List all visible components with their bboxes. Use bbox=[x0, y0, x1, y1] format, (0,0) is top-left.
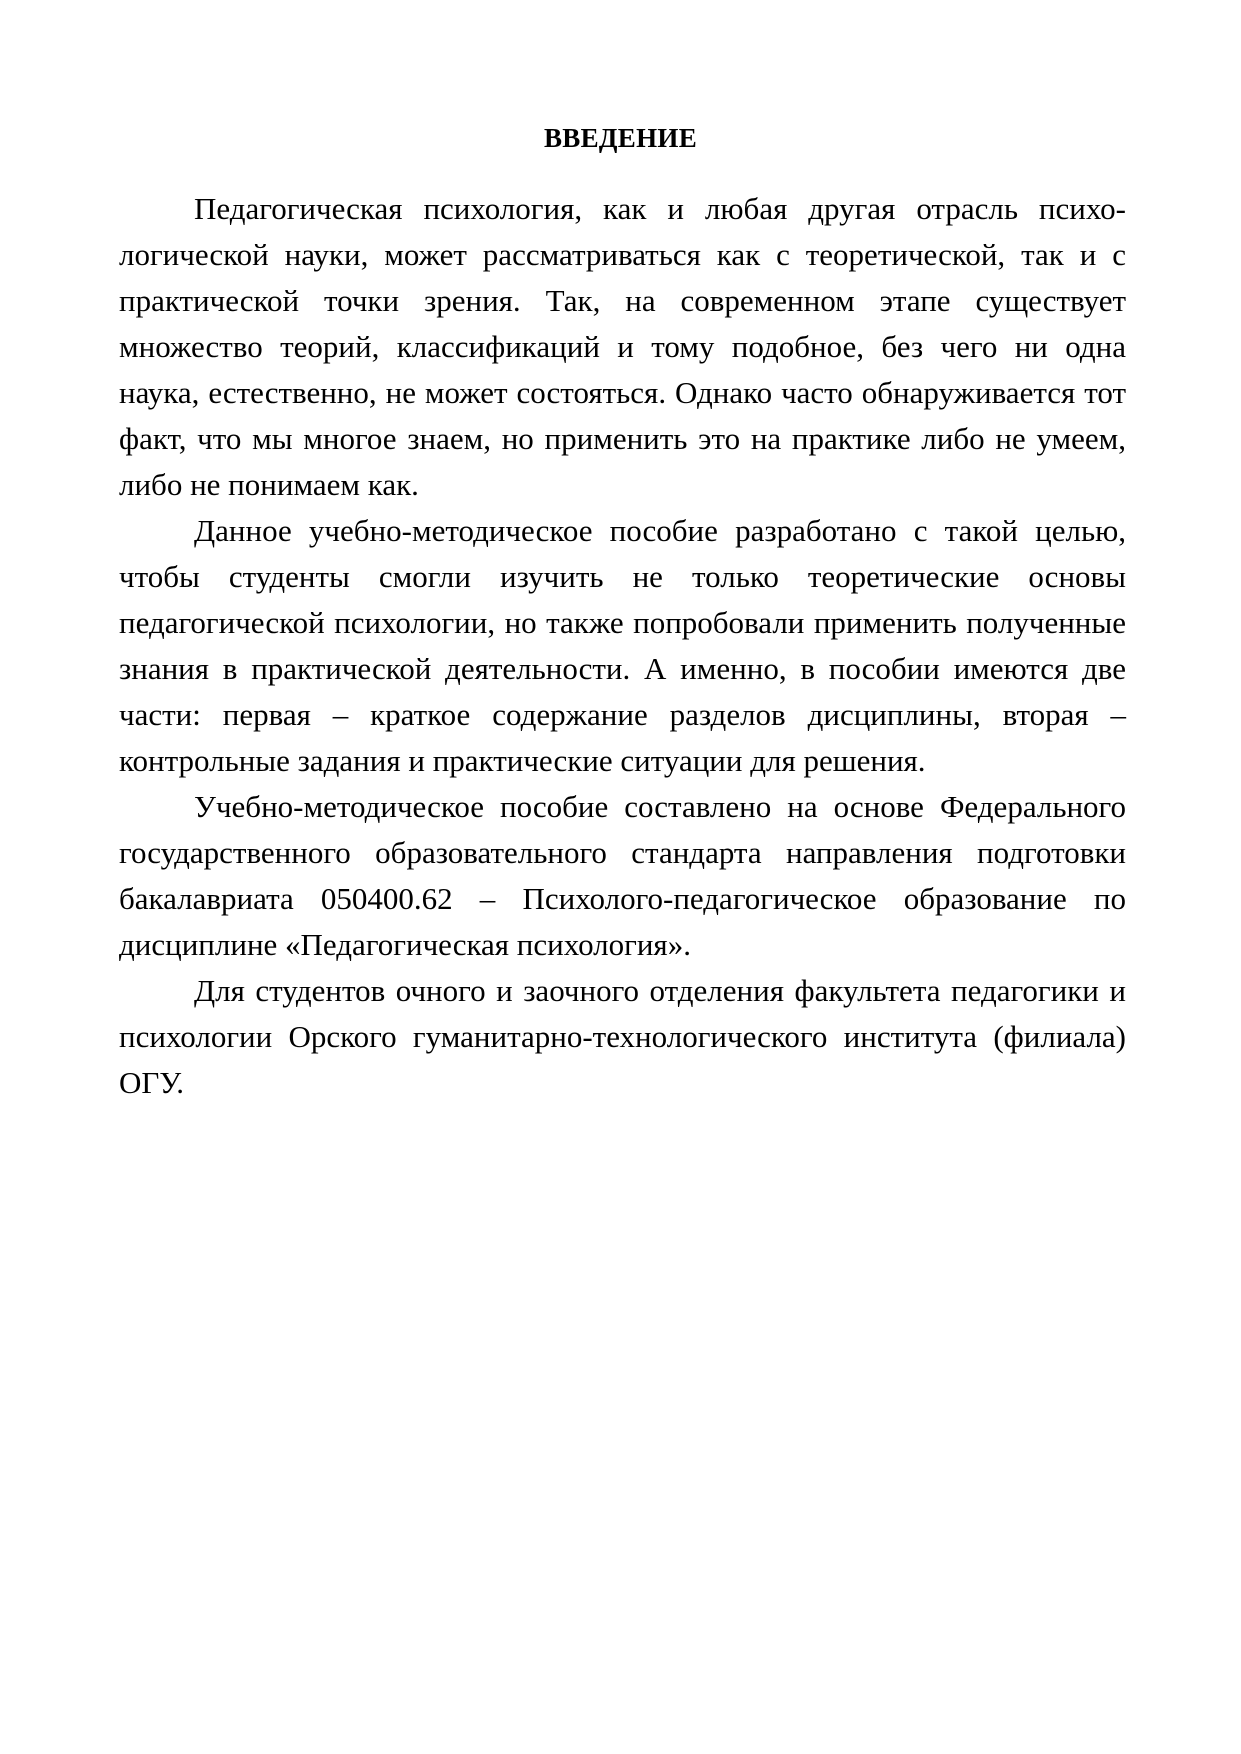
paragraph-2: Данное учебно-методическое пособие разработано с такой целью, чтобы студенты смогли изучить не только теоретические основы педагогической психологии, но также попробовали применить полученные знания в практической деятельности. А именно, в пособии имеются две части: первая – краткое содержание разделов дисциплины, вторая – контрольные задания и практические ситуации для решения. bbox=[119, 513, 1126, 778]
page-title: ВВЕДЕНИЕ bbox=[543, 123, 698, 153]
paragraph-3: Учебно-методическое пособие составлено на основе Федерального государственного образовательного стандарта направления подготовки бакалавриата 050400.62 – Психолого-педагогическое образование по дисциплине «Педагогическая психология». bbox=[119, 789, 1126, 962]
paragraph-1: Педагогическая психология, как и любая другая отрасль психологической науки, может рассматриваться как с теоретической, так и с практической точки зрения. Так, на современном этапе существует множество теорий, классификаций и тому подобное, без чего ни одна наука, естественно, не может состояться. Однако часто обнаруживается тот факт, что мы многое знаем, но применить это на практике либо не умеем, либо не понимаем как. bbox=[119, 191, 1126, 502]
body-text bbox=[119, 186, 1126, 1106]
paragraph-4: Для студентов очного и заочного отделения факультета педагогики и психологии Орского гуманитарно-технологического института (филиала) ОГУ. bbox=[119, 973, 1126, 1100]
